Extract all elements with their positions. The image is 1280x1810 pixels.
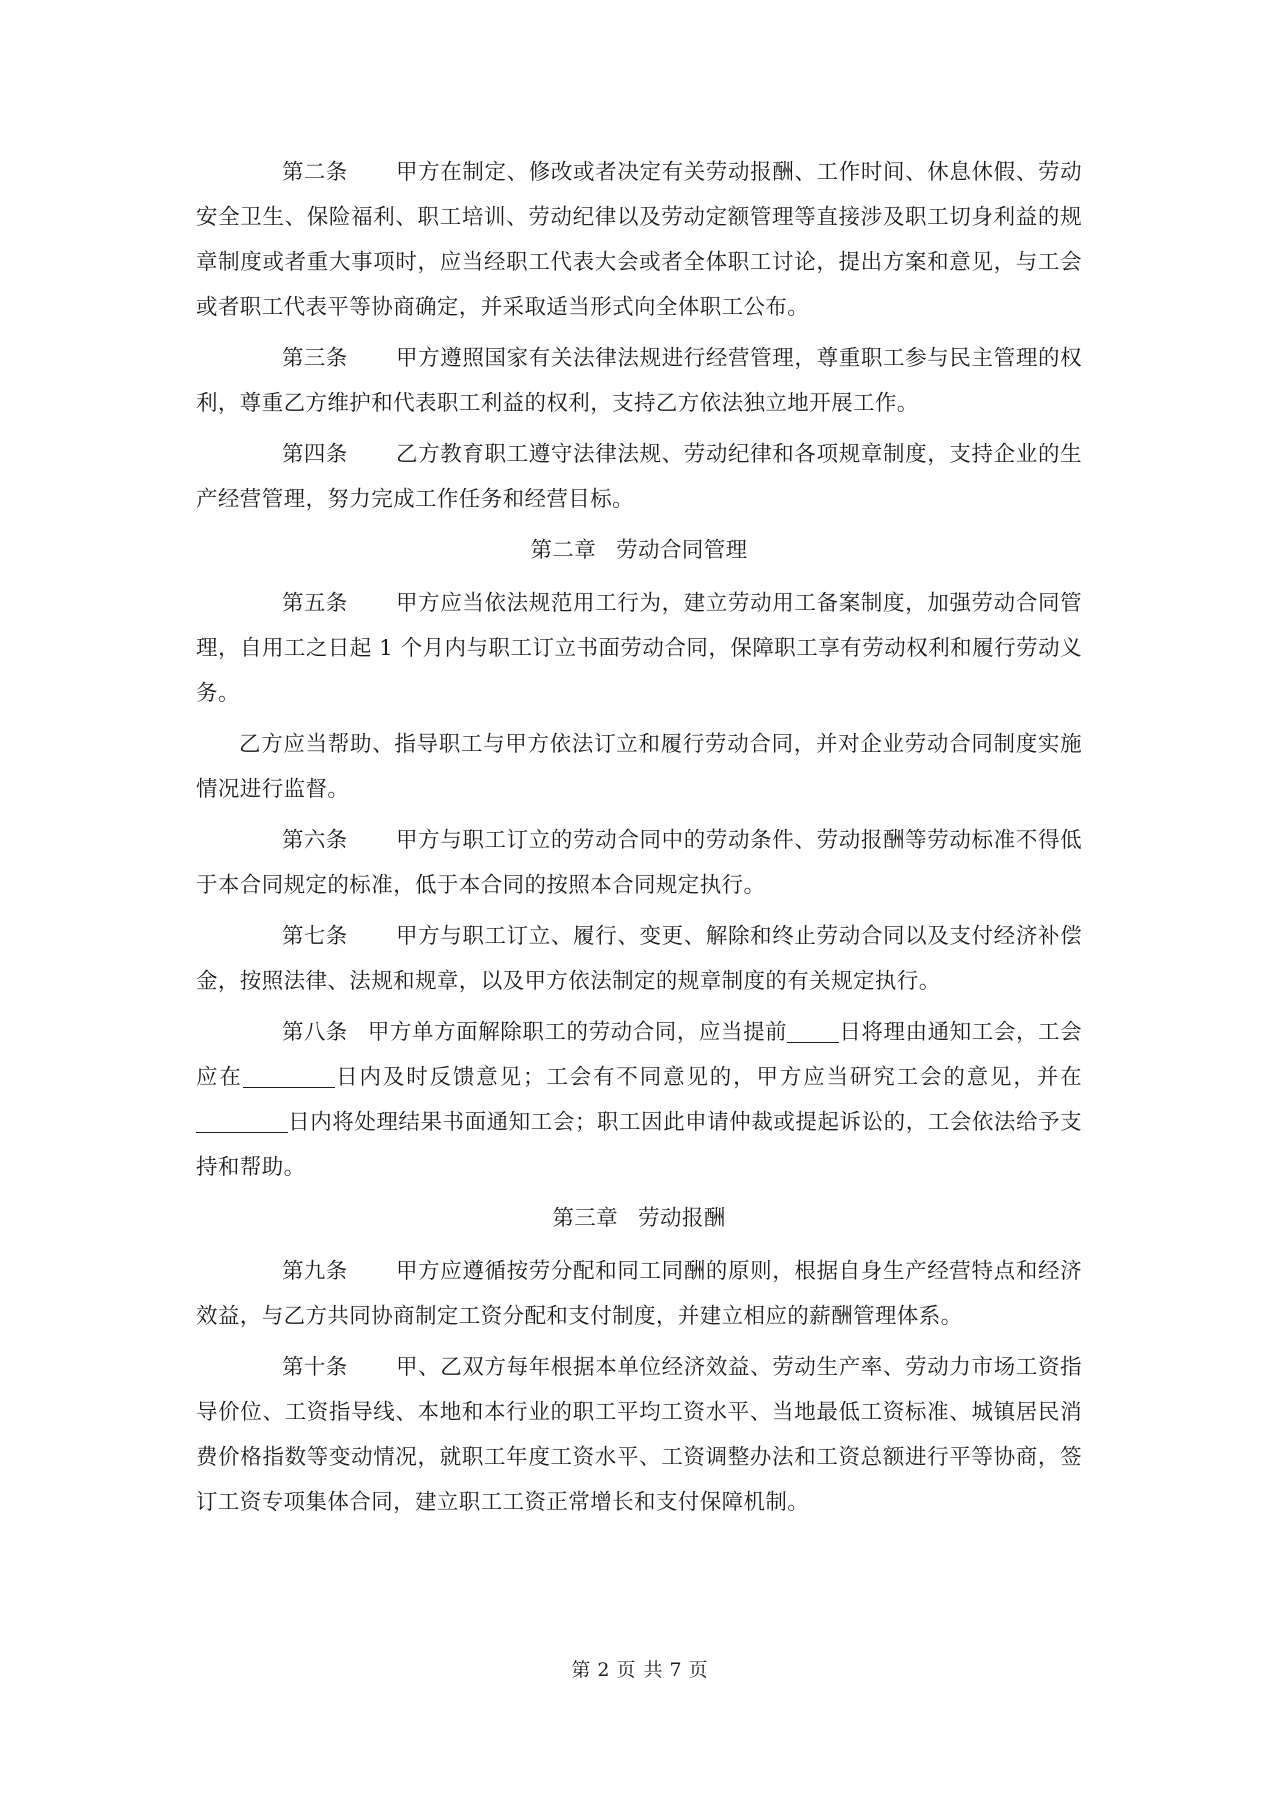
article-10-text: 甲、乙双方每年根据本单位经济效益、劳动生产率、劳动力市场工资指导价位、工资指导线、本地和本行业的职工平均工资水平、当地最低工资标准、城镇居民消费价格指数等变动情况，就职工年度工资水平、工资调整办法和工资总额进行平等协商，签订工资专项集体合同，建立职工工资正常增长和支付保障机制。 — [196, 1355, 1082, 1515]
chapter-3-title: 劳动报酬 — [638, 1206, 726, 1231]
article-8-text-part1: 甲方单方面解除职工的劳动合同，应当提前 — [367, 1020, 788, 1045]
article-9-paragraph — [196, 1249, 1082, 1339]
article-4-text: 乙方教育职工遵守法律法规、劳动纪律和各项规章制度，支持企业的生产经营管理，努力完成工作任务和经营目标。 — [196, 442, 1082, 512]
article-6-text: 甲方与职工订立的劳动合同中的劳动条件、劳动报酬等劳动标准不得低于本合同规定的标准，低于本合同的按照本合同规定执行。 — [196, 828, 1082, 898]
footer-prefix: 第 — [571, 1659, 592, 1681]
footer-total-pages: 7 — [669, 1659, 683, 1681]
footer-mid: 页 共 — [616, 1659, 664, 1681]
article-7-text: 甲方与职工订立、履行、变更、解除和终止劳动合同以及支付经济补偿金，按照法律、法规和规章，以及甲方依法制定的规章制度的有关规定执行。 — [196, 924, 1082, 994]
article-2-text: 甲方在制定、修改或者决定有关劳动报酬、工作时间、休息休假、劳动安全卫生、保险福利、职工培训、劳动纪律以及劳动定额管理等直接涉及职工切身利益的规章制度或者重大事项时，应当经职工代表大会或者全体职工讨论，提出方案和意见，与工会或者职工代表平等协商确定，并采取适当形式向全体职工公布。 — [196, 160, 1082, 320]
article-9-text: 甲方应遵循按劳分配和同工同酬的原则，根据自身生产经营特点和经济效益，与乙方共同协商制定工资分配和支付制度，并建立相应的薪酬管理体系。 — [196, 1259, 1082, 1329]
article-5-continuation-paragraph — [196, 722, 1082, 812]
notice-days-blank[interactable] — [787, 1020, 839, 1043]
chapter-3-heading — [196, 1196, 1082, 1241]
footer-suffix: 页 — [688, 1659, 709, 1681]
article-4-paragraph — [196, 432, 1082, 522]
article-8-label: 第八条 — [282, 1020, 348, 1045]
article-9-label: 第九条 — [282, 1259, 348, 1284]
article-2-paragraph — [196, 150, 1082, 330]
feedback-days-blank[interactable] — [243, 1065, 335, 1088]
article-3-paragraph — [196, 336, 1082, 426]
article-5-paragraph — [196, 581, 1082, 716]
chapter-3-number: 第三章 — [552, 1206, 619, 1231]
article-5-label: 第五条 — [282, 591, 348, 616]
article-8-text-part4: 日内将处理结果书面通知工会；职工因此申请仲裁或提起诉讼的，工会依法给予支持和帮助。 — [196, 1110, 1082, 1180]
article-7-paragraph — [196, 914, 1082, 1004]
article-5-text: 甲方应当依法规范用工行为，建立劳动用工备案制度，加强劳动合同管理，自用工之日起 1 个月内与职工订立书面劳动合同，保障职工享有劳动权利和履行劳动义务。 — [196, 591, 1082, 706]
chapter-2-heading — [196, 528, 1082, 573]
article-10-label: 第十条 — [282, 1355, 348, 1380]
article-4-label: 第四条 — [282, 442, 348, 467]
article-8-paragraph — [196, 1010, 1082, 1190]
result-notice-days-blank[interactable] — [196, 1110, 288, 1133]
article-6-label: 第六条 — [282, 828, 348, 853]
chapter-2-number: 第二章 — [530, 538, 597, 563]
article-8-text-part3: 日内及时反馈意见；工会有不同意见的，甲方应当研究工会的意见，并在 — [334, 1065, 1082, 1090]
article-2-label: 第二条 — [282, 160, 348, 185]
article-7-label: 第七条 — [282, 924, 348, 949]
footer-current-page: 2 — [597, 1659, 611, 1681]
page-footer — [0, 1655, 1280, 1682]
article-3-label: 第三条 — [282, 346, 348, 371]
article-6-paragraph — [196, 818, 1082, 908]
article-3-text: 甲方遵照国家有关法律法规进行经营管理，尊重职工参与民主管理的权利，尊重乙方维护和代表职工利益的权利，支持乙方依法独立地开展工作。 — [196, 346, 1082, 416]
article-8-text-part2: 日将理由通知工会，工会应在 — [196, 1020, 1082, 1090]
document-page — [196, 150, 1082, 1531]
chapter-2-title: 劳动合同管理 — [616, 538, 748, 563]
article-10-paragraph — [196, 1345, 1082, 1525]
article-5-continuation-text: 乙方应当帮助、指导职工与甲方依法订立和履行劳动合同，并对企业劳动合同制度实施情况进行监督。 — [196, 732, 1082, 802]
